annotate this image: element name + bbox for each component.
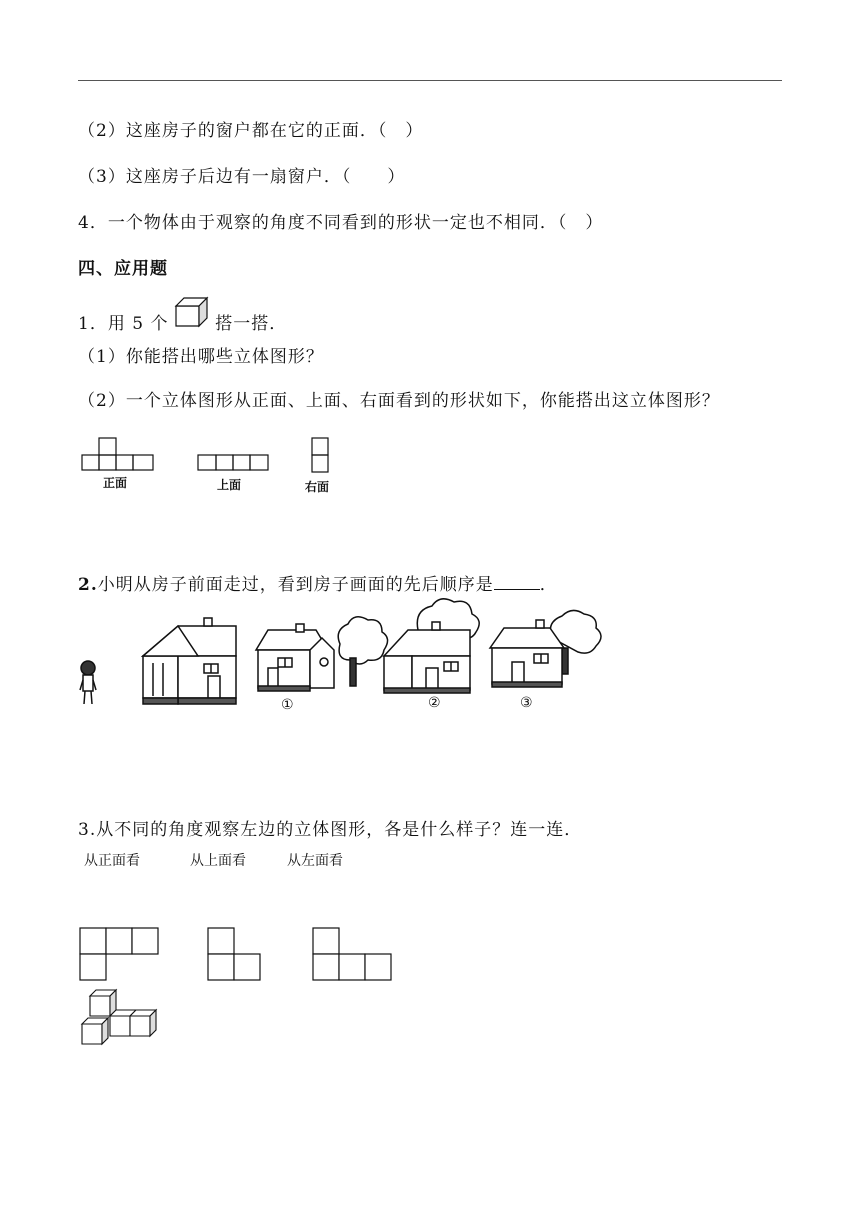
house-label-1: ① (281, 697, 294, 713)
app-question-1-1: （1）你能搭出哪些立体图形？ (78, 347, 324, 367)
observe-label-front: 从正面看 (84, 853, 140, 869)
header-rule (78, 80, 782, 81)
house-drawing (143, 618, 236, 704)
tree-drawing (338, 617, 387, 686)
house-label-3: ③ (520, 695, 533, 711)
app-question-1-prefix: 1．用 5 个 (78, 314, 169, 334)
cube-stack-drawing (78, 988, 178, 1058)
question-3-2: （2）这座房子的窗户都在它的正面．（ ） (78, 121, 424, 141)
app-question-2-text: 小明从房子前面走过，看到房子画面的先后顺序是 (97, 575, 494, 595)
observe-label-top: 从上面看 (190, 853, 246, 869)
question-4: 4．一个物体由于观察的角度不同看到的形状一定也不相同．（ ） (78, 213, 604, 233)
answer-blank[interactable] (494, 575, 540, 590)
view-label-front: 正面 (103, 476, 128, 490)
app-question-2-number: 2. (78, 575, 98, 595)
app-question-2 (78, 570, 558, 595)
app-question-1 (78, 305, 287, 334)
observe-label-left: 从左面看 (287, 853, 343, 869)
question-3-3: （3）这座房子后边有一扇窗户．（ ） (78, 167, 406, 187)
section-heading: 四、应用题 (78, 259, 168, 279)
view-label-top: 上面 (217, 478, 242, 492)
app-question-1-2: （2）一个立体图形从正面、上面、右面看到的形状如下，你能搭出这立体图形？ (78, 391, 720, 411)
house-label-2: ② (428, 695, 441, 711)
view-label-right: 右面 (305, 480, 330, 494)
boy-figure (80, 661, 96, 704)
app-question-2-end: ． (539, 575, 558, 595)
app-question-1-suffix: 搭一搭． (215, 314, 288, 334)
houses-figure (78, 598, 618, 728)
cube-icon (175, 305, 209, 333)
app-question-3: 3.从不同的角度观察左边的立体图形，各是什么样子？连一连． (78, 820, 583, 840)
